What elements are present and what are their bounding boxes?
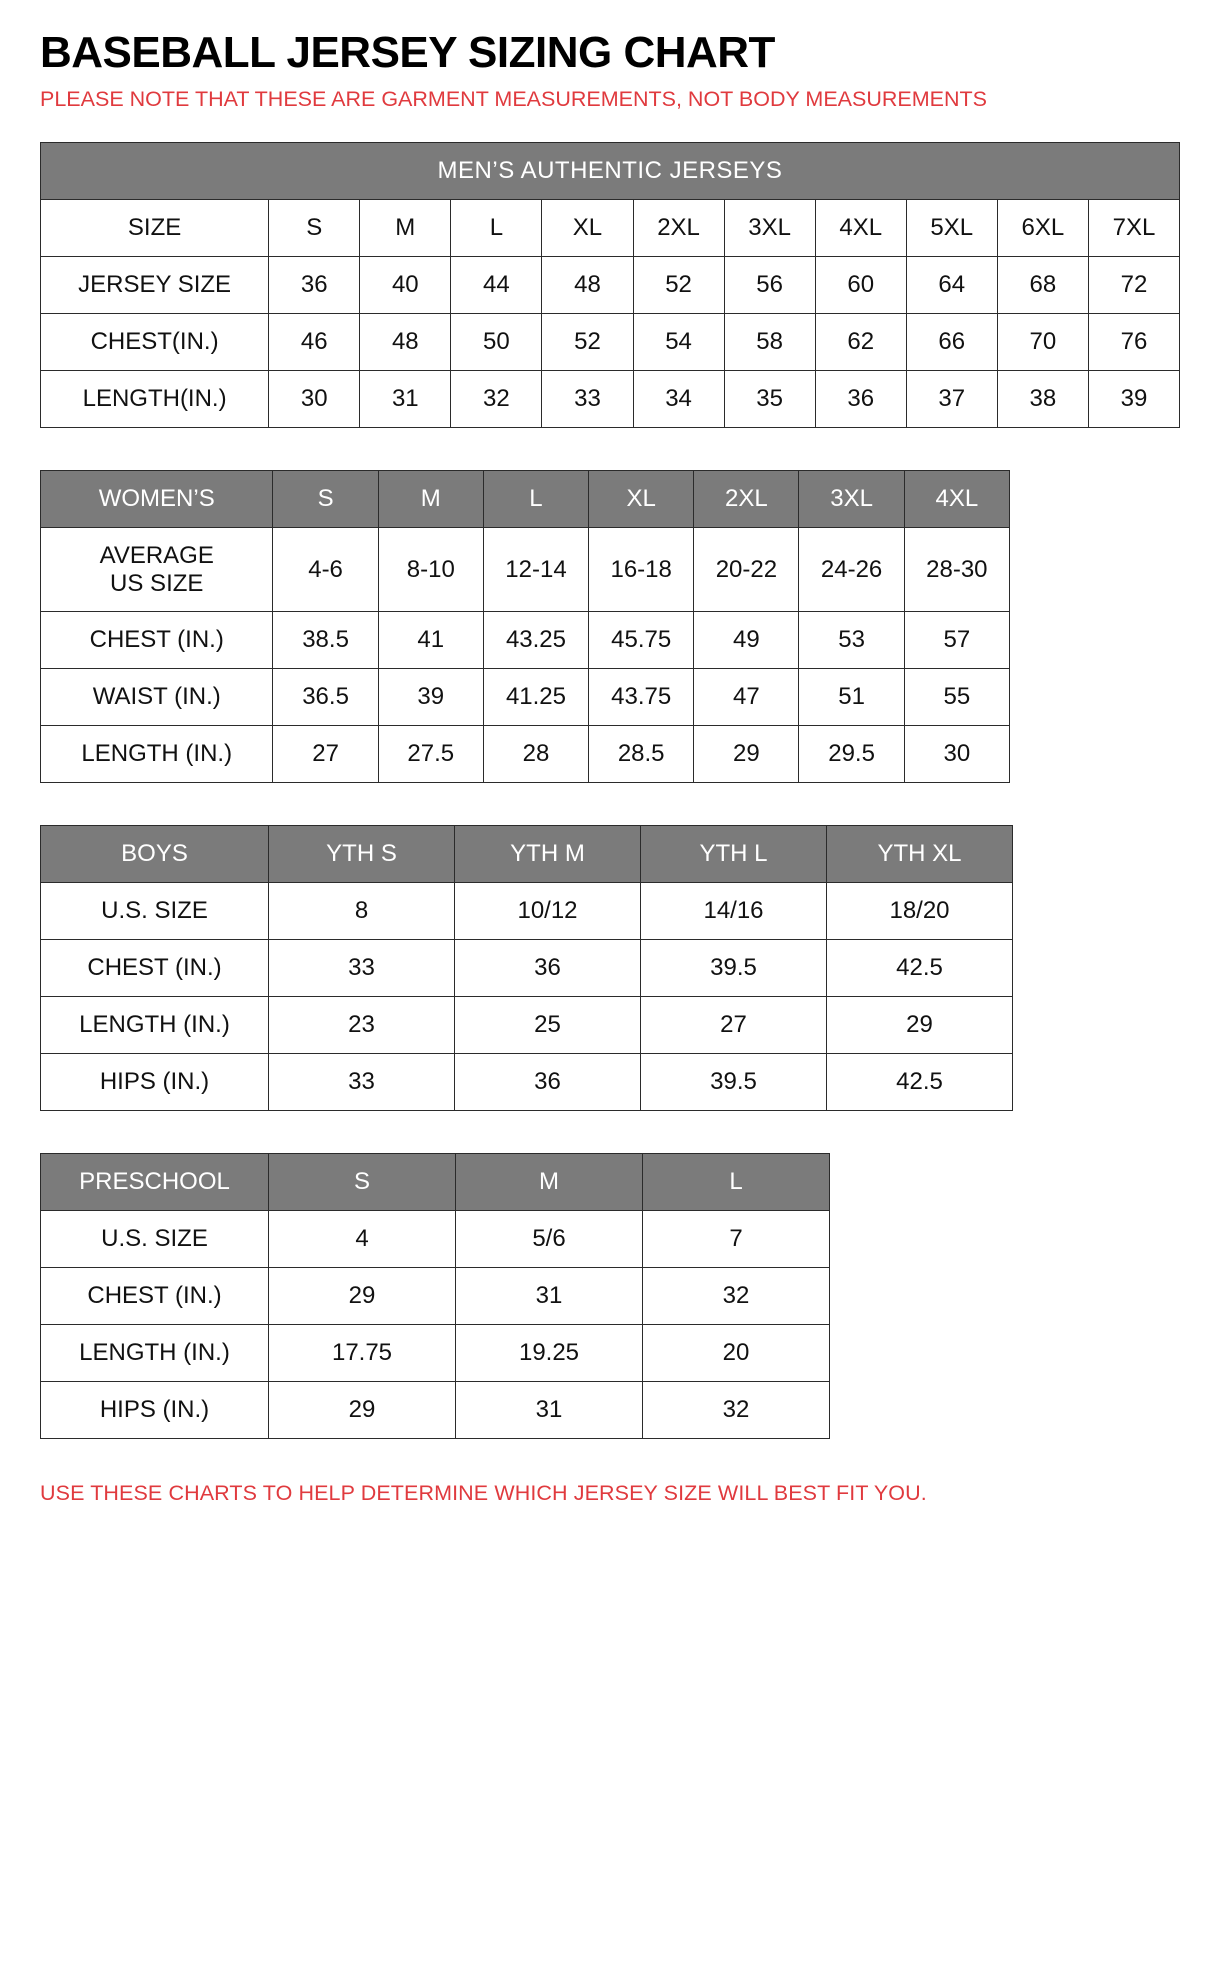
mens-cell: 54 bbox=[633, 314, 724, 371]
womens-cell: 8-10 bbox=[378, 528, 483, 612]
boys-size-col: YTH M bbox=[455, 826, 641, 883]
boys-cell: 10/12 bbox=[455, 883, 641, 940]
mens-cell: 37 bbox=[906, 371, 997, 428]
mens-cell: 60 bbox=[815, 257, 906, 314]
mens-size-col-2xl: 2XL bbox=[633, 200, 724, 257]
page-title: BASEBALL JERSEY SIZING CHART bbox=[40, 28, 775, 77]
boys-size-col: YTH L bbox=[641, 826, 827, 883]
womens-cell: 41.25 bbox=[483, 669, 588, 726]
preschool-cell: 5/6 bbox=[456, 1211, 643, 1268]
womens-cell: 43.25 bbox=[483, 612, 588, 669]
preschool-cell: 32 bbox=[643, 1268, 830, 1325]
mens-cell: 48 bbox=[360, 314, 451, 371]
womens-cell: 27 bbox=[273, 726, 378, 783]
boys-size-table bbox=[40, 825, 1013, 1111]
mens-cell: 68 bbox=[997, 257, 1088, 314]
mens-cell: 58 bbox=[724, 314, 815, 371]
mens-size-col-5xl: 5XL bbox=[906, 200, 997, 257]
table-row bbox=[41, 669, 1010, 726]
boys-cell: 14/16 bbox=[641, 883, 827, 940]
womens-header-row bbox=[41, 471, 1010, 528]
womens-size-col: M bbox=[378, 471, 483, 528]
preschool-row-label-1: CHEST (IN.) bbox=[41, 1268, 269, 1325]
mens-cell: 46 bbox=[269, 314, 360, 371]
preschool-cell: 31 bbox=[456, 1382, 643, 1439]
preschool-cell: 29 bbox=[269, 1382, 456, 1439]
table-row bbox=[41, 1268, 830, 1325]
womens-cell: 47 bbox=[694, 669, 799, 726]
preschool-cell: 4 bbox=[269, 1211, 456, 1268]
preschool-row-label-0: U.S. SIZE bbox=[41, 1211, 269, 1268]
preschool-cell: 17.75 bbox=[269, 1325, 456, 1382]
womens-row-label-3: LENGTH (IN.) bbox=[41, 726, 273, 783]
boys-cell: 42.5 bbox=[827, 1054, 1013, 1111]
womens-cell: 29.5 bbox=[799, 726, 904, 783]
womens-cell: 41 bbox=[378, 612, 483, 669]
mens-size-label: SIZE bbox=[41, 200, 269, 257]
mens-banner-row bbox=[41, 143, 1180, 200]
mens-cell: 39 bbox=[1088, 371, 1179, 428]
womens-cell: 57 bbox=[904, 612, 1009, 669]
womens-cell: 55 bbox=[904, 669, 1009, 726]
boys-row-label-3: HIPS (IN.) bbox=[41, 1054, 269, 1111]
preschool-header-label: PRESCHOOL bbox=[41, 1154, 269, 1211]
mens-cell: 72 bbox=[1088, 257, 1179, 314]
womens-cell: 12-14 bbox=[483, 528, 588, 612]
boys-cell: 25 bbox=[455, 997, 641, 1054]
womens-cell: 36.5 bbox=[273, 669, 378, 726]
mens-cell: 56 bbox=[724, 257, 815, 314]
mens-size-col-m: M bbox=[360, 200, 451, 257]
boys-header-row bbox=[41, 826, 1013, 883]
mens-cell: 66 bbox=[906, 314, 997, 371]
mens-cell: 36 bbox=[269, 257, 360, 314]
womens-cell: 49 bbox=[694, 612, 799, 669]
mens-cell: 36 bbox=[815, 371, 906, 428]
mens-size-table bbox=[40, 142, 1180, 428]
womens-size-col: L bbox=[483, 471, 588, 528]
boys-cell: 42.5 bbox=[827, 940, 1013, 997]
womens-cell: 24-26 bbox=[799, 528, 904, 612]
womens-size-col: S bbox=[273, 471, 378, 528]
mens-cell: 70 bbox=[997, 314, 1088, 371]
boys-row-label-1: CHEST (IN.) bbox=[41, 940, 269, 997]
mens-size-col-s: S bbox=[269, 200, 360, 257]
womens-row-label-0: AVERAGE US SIZE bbox=[41, 528, 273, 612]
table-row bbox=[41, 883, 1013, 940]
mens-cell: 48 bbox=[542, 257, 633, 314]
boys-cell: 39.5 bbox=[641, 1054, 827, 1111]
boys-cell: 27 bbox=[641, 997, 827, 1054]
womens-size-col: XL bbox=[589, 471, 694, 528]
mens-size-col-7xl: 7XL bbox=[1088, 200, 1179, 257]
mens-header-row bbox=[41, 200, 1180, 257]
womens-cell: 16-18 bbox=[589, 528, 694, 612]
womens-cell: 28.5 bbox=[589, 726, 694, 783]
mens-cell: 38 bbox=[997, 371, 1088, 428]
table-row bbox=[41, 371, 1180, 428]
boys-cell: 23 bbox=[269, 997, 455, 1054]
boys-header-label: BOYS bbox=[41, 826, 269, 883]
womens-header-label: WOMEN’S bbox=[41, 471, 273, 528]
boys-cell: 36 bbox=[455, 940, 641, 997]
womens-row-label-1: CHEST (IN.) bbox=[41, 612, 273, 669]
mens-cell: 30 bbox=[269, 371, 360, 428]
mens-size-col-4xl: 4XL bbox=[815, 200, 906, 257]
boys-cell: 39.5 bbox=[641, 940, 827, 997]
mens-cell: 35 bbox=[724, 371, 815, 428]
womens-cell: 45.75 bbox=[589, 612, 694, 669]
preschool-cell: 32 bbox=[643, 1382, 830, 1439]
womens-row-label-2: WAIST (IN.) bbox=[41, 669, 273, 726]
womens-cell: 39 bbox=[378, 669, 483, 726]
mens-cell: 62 bbox=[815, 314, 906, 371]
preschool-size-col: M bbox=[456, 1154, 643, 1211]
table-row bbox=[41, 1382, 830, 1439]
womens-size-table bbox=[40, 470, 1010, 783]
mens-size-col-xl: XL bbox=[542, 200, 633, 257]
preschool-cell: 19.25 bbox=[456, 1325, 643, 1382]
mens-cell: 32 bbox=[451, 371, 542, 428]
mens-cell: 40 bbox=[360, 257, 451, 314]
womens-cell: 27.5 bbox=[378, 726, 483, 783]
boys-row-label-2: LENGTH (IN.) bbox=[41, 997, 269, 1054]
mens-size-col-6xl: 6XL bbox=[997, 200, 1088, 257]
preschool-header-row bbox=[41, 1154, 830, 1211]
mens-size-col-3xl: 3XL bbox=[724, 200, 815, 257]
table-row bbox=[41, 726, 1010, 783]
womens-cell: 4-6 bbox=[273, 528, 378, 612]
table-row bbox=[41, 314, 1180, 371]
mens-row-label-0: JERSEY SIZE bbox=[41, 257, 269, 314]
boys-cell: 36 bbox=[455, 1054, 641, 1111]
boys-cell: 18/20 bbox=[827, 883, 1013, 940]
mens-cell: 52 bbox=[542, 314, 633, 371]
womens-cell: 28-30 bbox=[904, 528, 1009, 612]
table-row bbox=[41, 1211, 830, 1268]
boys-cell: 33 bbox=[269, 1054, 455, 1111]
womens-cell: 51 bbox=[799, 669, 904, 726]
boys-size-col: YTH S bbox=[269, 826, 455, 883]
table-row bbox=[41, 997, 1013, 1054]
preschool-cell: 31 bbox=[456, 1268, 643, 1325]
boys-row-label-0: U.S. SIZE bbox=[41, 883, 269, 940]
mens-cell: 34 bbox=[633, 371, 724, 428]
table-row bbox=[41, 1325, 830, 1382]
table-row bbox=[41, 612, 1010, 669]
preschool-cell: 7 bbox=[643, 1211, 830, 1268]
preschool-cell: 29 bbox=[269, 1268, 456, 1325]
mens-row-label-2: LENGTH(IN.) bbox=[41, 371, 269, 428]
mens-cell: 33 bbox=[542, 371, 633, 428]
mens-cell: 50 bbox=[451, 314, 542, 371]
mens-cell: 31 bbox=[360, 371, 451, 428]
preschool-row-label-3: HIPS (IN.) bbox=[41, 1382, 269, 1439]
preschool-size-col: S bbox=[269, 1154, 456, 1211]
womens-cell: 53 bbox=[799, 612, 904, 669]
boys-cell: 8 bbox=[269, 883, 455, 940]
preschool-size-table bbox=[40, 1153, 830, 1439]
womens-cell: 43.75 bbox=[589, 669, 694, 726]
boys-size-col: YTH XL bbox=[827, 826, 1013, 883]
womens-size-col: 3XL bbox=[799, 471, 904, 528]
mens-cell: 64 bbox=[906, 257, 997, 314]
womens-cell: 28 bbox=[483, 726, 588, 783]
womens-cell: 20-22 bbox=[694, 528, 799, 612]
preschool-size-col: L bbox=[643, 1154, 830, 1211]
boys-cell: 33 bbox=[269, 940, 455, 997]
womens-cell: 30 bbox=[904, 726, 1009, 783]
measurement-note: PLEASE NOTE THAT THESE ARE GARMENT MEASUREMENTS, NOT BODY MEASUREMENTS bbox=[40, 87, 987, 112]
womens-cell: 38.5 bbox=[273, 612, 378, 669]
womens-cell: 29 bbox=[694, 726, 799, 783]
mens-cell: 76 bbox=[1088, 314, 1179, 371]
mens-banner-title: MEN’S AUTHENTIC JERSEYS bbox=[41, 143, 1180, 200]
table-row bbox=[41, 940, 1013, 997]
table-row bbox=[41, 528, 1010, 612]
mens-cell: 44 bbox=[451, 257, 542, 314]
preschool-row-label-2: LENGTH (IN.) bbox=[41, 1325, 269, 1382]
mens-cell: 52 bbox=[633, 257, 724, 314]
womens-size-col: 2XL bbox=[694, 471, 799, 528]
boys-cell: 29 bbox=[827, 997, 1013, 1054]
mens-size-col-l: L bbox=[451, 200, 542, 257]
table-row bbox=[41, 1054, 1013, 1111]
footer-note: USE THESE CHARTS TO HELP DETERMINE WHICH JERSEY SIZE WILL BEST FIT YOU. bbox=[40, 1481, 927, 1506]
womens-size-col: 4XL bbox=[904, 471, 1009, 528]
preschool-cell: 20 bbox=[643, 1325, 830, 1382]
mens-row-label-1: CHEST(IN.) bbox=[41, 314, 269, 371]
table-row bbox=[41, 257, 1180, 314]
